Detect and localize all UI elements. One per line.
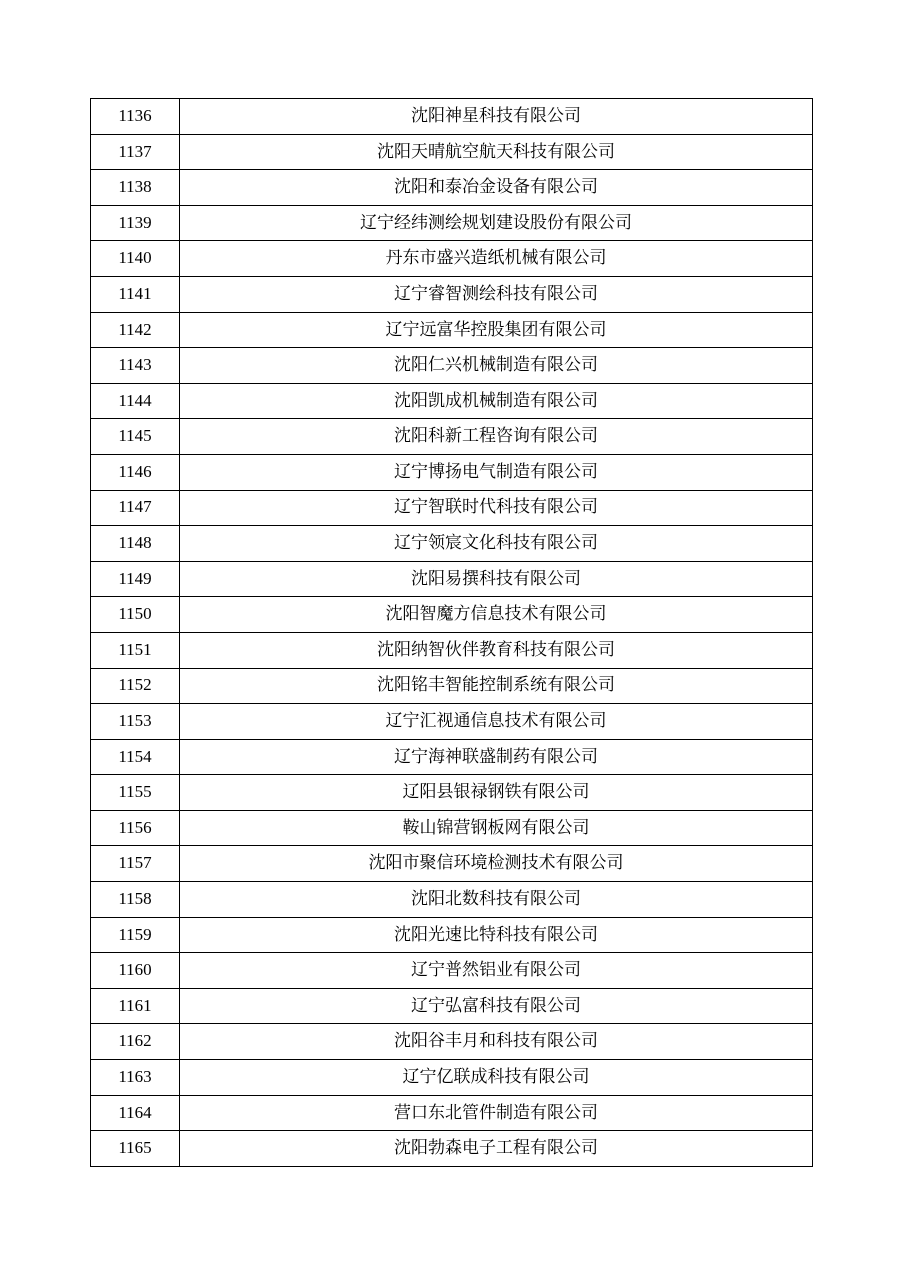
row-index-cell: 1144 [91,383,180,419]
company-name-cell: 沈阳和泰冶金设备有限公司 [180,170,813,206]
table-row [91,1131,813,1167]
row-index-cell: 1152 [91,668,180,704]
table-row [91,241,813,277]
table-row [91,632,813,668]
row-index-cell: 1160 [91,953,180,989]
table-row [91,205,813,241]
table-row [91,134,813,170]
company-name-cell: 辽宁普然铝业有限公司 [180,953,813,989]
table-row [91,668,813,704]
company-name-cell: 辽宁弘富科技有限公司 [180,988,813,1024]
row-index-cell: 1141 [91,276,180,312]
company-name-cell: 沈阳纳智伙伴教育科技有限公司 [180,632,813,668]
row-index-cell: 1154 [91,739,180,775]
company-name-cell: 沈阳天晴航空航天科技有限公司 [180,134,813,170]
table-row [91,704,813,740]
row-index-cell: 1153 [91,704,180,740]
table-row [91,312,813,348]
company-name-cell: 辽宁海神联盛制药有限公司 [180,739,813,775]
row-index-cell: 1137 [91,134,180,170]
table-row [91,953,813,989]
row-index-cell: 1157 [91,846,180,882]
table-row [91,454,813,490]
table-row [91,988,813,1024]
table-row [91,561,813,597]
row-index-cell: 1165 [91,1131,180,1167]
company-name-cell: 沈阳市聚信环境检测技术有限公司 [180,846,813,882]
company-name-cell: 营口东北管件制造有限公司 [180,1095,813,1131]
row-index-cell: 1156 [91,810,180,846]
company-name-cell: 沈阳科新工程咨询有限公司 [180,419,813,455]
company-name-cell: 沈阳凯成机械制造有限公司 [180,383,813,419]
company-name-cell: 沈阳仁兴机械制造有限公司 [180,348,813,384]
row-index-cell: 1162 [91,1024,180,1060]
table-row [91,775,813,811]
row-index-cell: 1146 [91,454,180,490]
table-body [91,99,813,1167]
company-name-cell: 辽宁汇视通信息技术有限公司 [180,704,813,740]
table-row [91,383,813,419]
row-index-cell: 1148 [91,526,180,562]
table-row [91,526,813,562]
row-index-cell: 1142 [91,312,180,348]
table-row [91,419,813,455]
company-name-cell: 沈阳智魔方信息技术有限公司 [180,597,813,633]
table-row [91,490,813,526]
row-index-cell: 1149 [91,561,180,597]
company-name-cell: 辽宁领宸文化科技有限公司 [180,526,813,562]
table-row [91,99,813,135]
company-name-cell: 沈阳北数科技有限公司 [180,882,813,918]
row-index-cell: 1145 [91,419,180,455]
row-index-cell: 1136 [91,99,180,135]
table-row [91,1024,813,1060]
table-row [91,348,813,384]
row-index-cell: 1150 [91,597,180,633]
company-name-cell: 丹东市盛兴造纸机械有限公司 [180,241,813,277]
company-name-cell: 辽宁经纬测绘规划建设股份有限公司 [180,205,813,241]
company-name-cell: 辽宁睿智测绘科技有限公司 [180,276,813,312]
company-name-cell: 辽宁亿联成科技有限公司 [180,1060,813,1096]
row-index-cell: 1140 [91,241,180,277]
row-index-cell: 1159 [91,917,180,953]
row-index-cell: 1164 [91,1095,180,1131]
table-row [91,739,813,775]
company-name-cell: 沈阳谷丰月和科技有限公司 [180,1024,813,1060]
company-name-cell: 沈阳铭丰智能控制系统有限公司 [180,668,813,704]
row-index-cell: 1138 [91,170,180,206]
table-row [91,170,813,206]
company-name-cell: 辽宁智联时代科技有限公司 [180,490,813,526]
table-row [91,810,813,846]
table-row [91,276,813,312]
company-name-cell: 沈阳光速比特科技有限公司 [180,917,813,953]
table-row [91,1095,813,1131]
row-index-cell: 1139 [91,205,180,241]
table-row [91,882,813,918]
row-index-cell: 1151 [91,632,180,668]
company-name-cell: 辽阳县银禄钢铁有限公司 [180,775,813,811]
company-name-cell: 鞍山锦营钢板网有限公司 [180,810,813,846]
company-name-cell: 沈阳勃森电子工程有限公司 [180,1131,813,1167]
row-index-cell: 1155 [91,775,180,811]
company-name-cell: 沈阳易撰科技有限公司 [180,561,813,597]
table-row [91,597,813,633]
table-row [91,917,813,953]
row-index-cell: 1147 [91,490,180,526]
row-index-cell: 1143 [91,348,180,384]
company-name-cell: 辽宁博扬电气制造有限公司 [180,454,813,490]
company-name-cell: 沈阳神星科技有限公司 [180,99,813,135]
company-list-table [90,98,813,1167]
table-row [91,1060,813,1096]
row-index-cell: 1158 [91,882,180,918]
table-row [91,846,813,882]
company-name-cell: 辽宁远富华控股集团有限公司 [180,312,813,348]
row-index-cell: 1163 [91,1060,180,1096]
row-index-cell: 1161 [91,988,180,1024]
